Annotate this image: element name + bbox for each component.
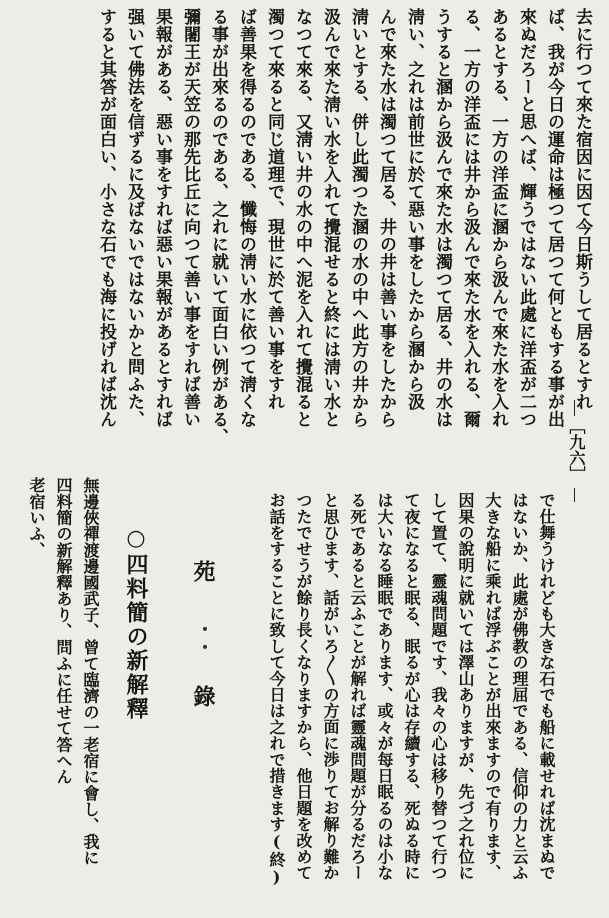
main-text-column: すると其答が面白い、小さな石でも海に投げれば沈ん — [96, 8, 116, 428]
main-text-column: 果報がある、惡い事をすれば惡い果報があるとすれば — [152, 8, 172, 428]
main-text-column: 强いて佛法を信ずるに及ばないではないかと問ふた、 — [124, 8, 144, 428]
continued-text-column: る死であると云ふことが解れば靈魂問題が分るだろー — [348, 492, 367, 881]
continued-text-column: は大いなる睡眠であります、或々が每日眠るのは小な — [375, 492, 394, 881]
continued-text-column: て夜になると眠る、眠るが心は存續する、死ぬる時に — [402, 492, 421, 881]
continued-text-column: 大きな船に乘れば浮ぶことが出來ますので有ります、 — [483, 492, 502, 881]
continued-text-column: つたでせうが餘り長くなりますから、他日題を改めて — [294, 492, 313, 881]
page-number: ［九六］ — [567, 418, 586, 482]
article-heading: ○四料簡の新解釋 — [123, 525, 149, 721]
main-text-column: んで來た水は濁つて居る、井の井は善い事をしたから — [376, 8, 396, 428]
continued-text-column: はないか、此處が佛教の理屈である、信仰の力と云ふ — [510, 492, 529, 881]
main-text-column: なつて來る、又淸い井の水の中へ泥を入れて攪混ると — [292, 8, 312, 428]
main-text-column: 淸いとする、併し此濁つた溷の水の中へ此方の井から — [348, 8, 368, 428]
continued-text-column: お話をすることに致して今日は之れで措きます(終) — [267, 492, 286, 887]
section-title-second: 錄 — [190, 685, 216, 710]
article-text-column: 老宿いふ、 — [27, 477, 46, 558]
continued-text-column: 因果の說明に就いては澤山ありますが、先づ之れ位に — [456, 492, 475, 881]
main-text-column: あるとする、一方の洋盃に溷から汲んで來た水を入れ — [488, 8, 508, 428]
article-text-column: 無邊俠禪渡邊國武子、曾て臨濟の一老宿に會し、我に — [81, 477, 100, 866]
main-text-column: 彌闍王が天笠の那先比丘に向つて善い事をすれば善い — [180, 8, 200, 428]
main-text-column: ば、我が今日の運命は極つて居つて何ともする事が出 — [544, 8, 564, 428]
article-text-column: 四料簡の新解釋あり、問ふに任せて答へん — [54, 477, 73, 785]
continued-text-column: と思ひます、話がいろ〳〵の方面に渉りてお解り難か — [321, 492, 340, 881]
main-text-column: ば善果を得るのである、懺悔の淸い水に依つて淸くな — [236, 8, 256, 428]
continued-text-column: して置て、靈魂問題です、我々の心は移り替つて行つ — [429, 492, 448, 881]
section-title-first: 苑 — [190, 560, 216, 585]
section-title-dots: ・・ — [193, 620, 214, 656]
main-text-column: る、一方の洋盃には井から汲んで來た水を入れる、爾 — [460, 8, 480, 428]
page-number-rule-bottom — [574, 488, 575, 502]
main-text-column: 來ぬだろーと思へば、輝うではない此處に洋盃が二つ — [516, 8, 536, 428]
main-text-column: 去に行つて來た宿因に因て今日斯うして居るとすれ — [572, 8, 592, 411]
main-text-column: うすると溷から汲んで來た水は濁つて居る、井の水は — [432, 8, 452, 428]
main-text-column: る事が出來るのである、之れに就いて面白い例がある、 — [208, 8, 228, 446]
main-text-column: 汲んで來た淸い水を入れて攪混せると終には淸い水と — [320, 8, 340, 428]
main-text-column: 濁つて來ると同じ道理で、現世に於て善い事をすれ — [264, 8, 284, 411]
continued-text-column: で仕舞うけれども大きな石でも船に載せれば沈まぬで — [537, 492, 556, 881]
main-text-column: 淸い、之れは前世に於て惡い事をしたから溷から汲 — [404, 8, 424, 411]
